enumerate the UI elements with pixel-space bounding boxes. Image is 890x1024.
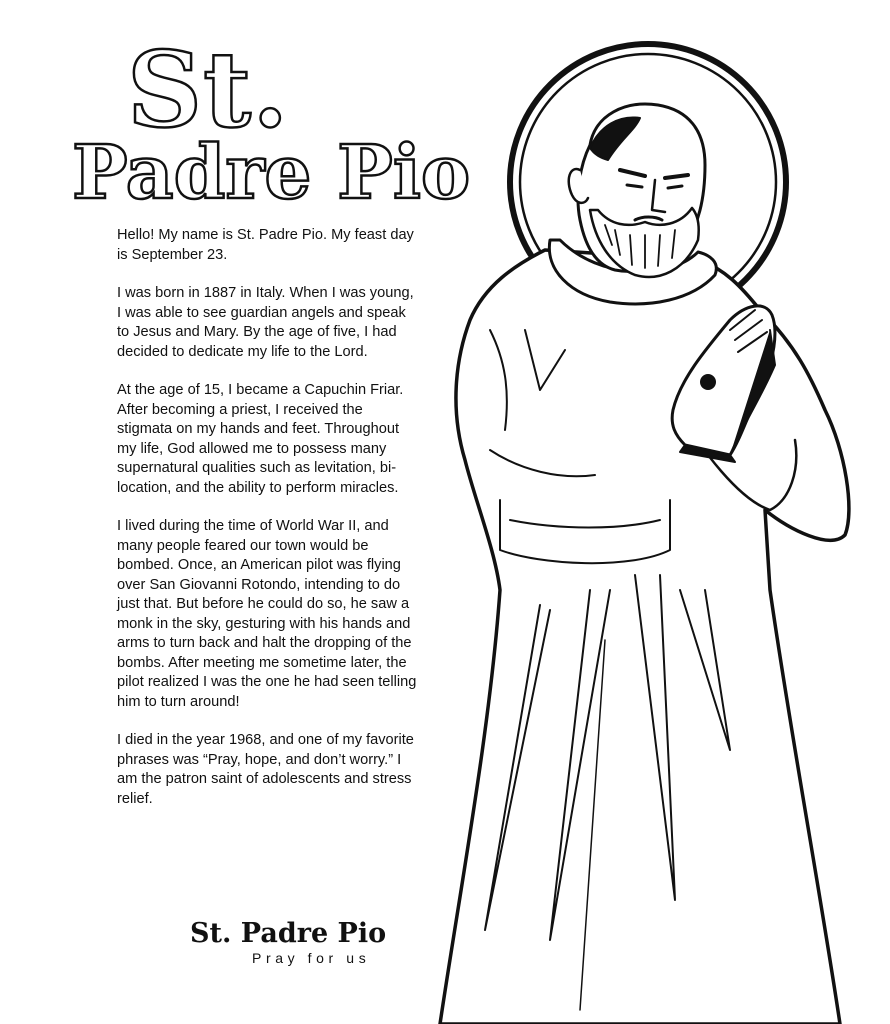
bio-paragraph: I was born in 1887 in Italy. When I was young, I was able to see guardian angels and speak to Jesus and Mary. By the age of five, I had decided to dedicate my life to the Lord.	[117, 285, 414, 360]
biography-text	[117, 226, 417, 828]
bio-paragraph: I died in the year 1968, and one of my favorite phrases was “Pray, hope, and don’t worry.” I am the patron saint of adolescents and stress relief.	[117, 732, 414, 807]
signature-subtitle: Pray for us	[252, 950, 371, 966]
bio-paragraph: At the age of 15, I became a Capuchin Friar. After becoming a priest, I received the stigmata on my hands and feet. Throughout my life, God allowed me to possess many supernatural qualities such as levitation, bi-location, and the ability to perform miracles.	[117, 382, 404, 496]
saint-illustration	[430, 30, 870, 1024]
bio-paragraph: Hello! My name is St. Padre Pio. My feast day is September 23.	[117, 227, 414, 263]
bio-paragraph: I lived during the time of World War II, and many people feared our town would be bombed. Once, an American pilot was flying over San Giovanni Rotondo, intending to do just that. But before he could do so, he saw a monk in the sky, gesturing with his hands and arms to turn back and halt the dropping of the bombs. After meeting me sometime later, the pilot realized I was the one he had seen telling him to turn around!	[117, 518, 417, 710]
page-title: Padre Pio	[72, 130, 471, 216]
signature-name: St. Padre Pio	[190, 918, 387, 949]
saint-drawing	[430, 30, 870, 1024]
title-prefix: St.	[127, 28, 290, 151]
